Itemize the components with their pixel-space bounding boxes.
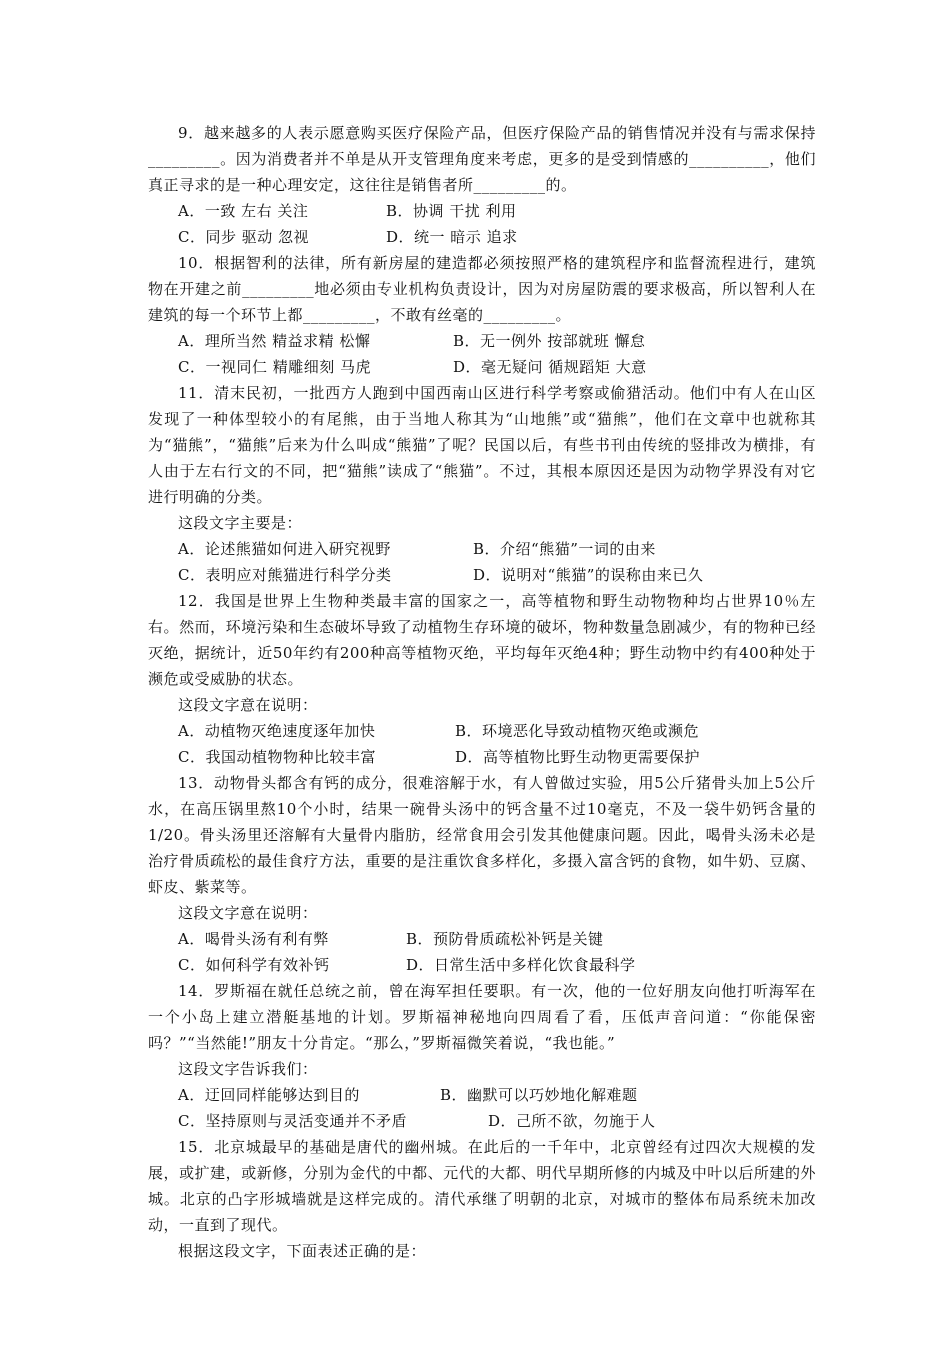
option-a: A．论述熊猫如何进入研究视野: [178, 540, 391, 558]
option-c: C．我国动植物物种比较丰富: [178, 748, 376, 766]
option-b: B．无一例外 按部就班 懈怠: [453, 332, 646, 350]
option-b: B．环境恶化导致动植物灭绝或濒危: [455, 722, 700, 740]
question-stem: 15．北京城最早的基础是唐代的幽州城。在此后的一千年中，北京曾经有过四次大规模的发展，或扩建，或新修，分别为金代的中都、元代的大都、明代早期所修的内城及中叶以后所建的外城。北京的凸字形城墙就是这样完成的。清代承继了明朝的北京，对城市的整体布局系统未加改动，一直到了现代。: [148, 1138, 816, 1234]
option-d: D．毫无疑问 循规蹈矩 大意: [453, 358, 647, 376]
option-d: D．统一 暗示 追求: [386, 228, 518, 246]
option-b: B．协调 干扰 利用: [386, 202, 517, 220]
question-stem: 12．我国是世界上生物种类最丰富的国家之一，高等植物和野生动物物种均占世界10％左右。然而，环境污染和生态破坏导致了动植物生存环境的破坏，物种数量急剧减少，有的物种已经灭绝，据统计，近50年约有200种高等植物灭绝，平均每年灭绝4种；野生动物中约有400种处于濒危或受威胁的状态。: [148, 592, 816, 688]
option-c: C．坚持原则与灵活变通并不矛盾: [178, 1112, 407, 1130]
question-prompt: 这段文字意在说明：: [178, 904, 318, 922]
option-b: B．预防骨质疏松补钙是关键: [406, 930, 604, 948]
question-prompt: 这段文字主要是：: [178, 514, 303, 532]
question-stem: 9．越来越多的人表示愿意购买医疗保险产品，但医疗保险产品的销售情况并没有与需求保持_________。因为消费者并不单是从开支管理角度来考虑，更多的是受到情感的__________，他们真正寻求的是一种心理安定，这往往是销售者所_________的。: [148, 124, 816, 194]
option-c: C．如何科学有效补钙: [178, 956, 330, 974]
question-14: [148, 978, 816, 1134]
question-prompt: 根据这段文字，下面表述正确的是：: [178, 1242, 427, 1260]
option-d: D．说明对“熊猫”的误称由来已久: [473, 566, 704, 584]
question-prompt: 这段文字告诉我们：: [178, 1060, 318, 1078]
option-a: A．一致 左右 关注: [178, 202, 309, 220]
question-15: [148, 1134, 816, 1264]
option-row: [148, 562, 816, 588]
question-12: [148, 588, 816, 770]
question-stem: 11．清末民初，一批西方人跑到中国西南山区进行科学考察或偷猎活动。他们中有人在山区发现了一种体型较小的有尾熊，由于当地人称其为“山地熊”或“猫熊”，他们在文章中也就称其为“猫熊”，“猫熊”后来为什么叫成“熊猫”了呢？民国以后，有些书刊由传统的竖排改为横排，有人由于左右行文的不同，把“猫熊”读成了“熊猫”。不过，其根本原因还是因为动物学界没有对它进行明确的分类。: [148, 384, 816, 506]
exam-page: [148, 120, 816, 1264]
option-c: C．表明应对熊猫进行科学分类: [178, 566, 392, 584]
option-row: [148, 354, 816, 380]
option-row: [148, 1082, 816, 1108]
option-row: [148, 1108, 816, 1134]
option-row: [148, 198, 816, 224]
option-row: [148, 718, 816, 744]
question-11: [148, 380, 816, 588]
option-a: A．动植物灭绝速度逐年加快: [178, 722, 376, 740]
option-row: [148, 952, 816, 978]
question-10: [148, 250, 816, 380]
option-a: A．理所当然 精益求精 松懈: [178, 332, 371, 350]
question-13: [148, 770, 816, 978]
option-row: [148, 926, 816, 952]
option-b: B．幽默可以巧妙地化解难题: [440, 1086, 638, 1104]
question-stem: 14．罗斯福在就任总统之前，曾在海军担任要职。有一次，他的一位好朋友向他打听海军在一个小岛上建立潜艇基地的计划。罗斯福神秘地向四周看了看，压低声音问道：“你能保密吗？”“当然能!”朋友十分肯定。“那么，”罗斯福微笑着说，“我也能。”: [148, 982, 816, 1052]
question-stem: 10．根据智利的法律，所有新房屋的建造都必须按照严格的建筑程序和监督流程进行，建筑物在开建之前_________地必须由专业机构负责设计，因为对房屋防震的要求极高，所以智利人在建筑的每一个环节上都_________，不敢有丝毫的_________。: [148, 254, 816, 324]
question-9: [148, 120, 816, 250]
option-row: [148, 744, 816, 770]
option-row: [148, 536, 816, 562]
option-row: [148, 328, 816, 354]
option-c: C．一视同仁 精雕细刻 马虎: [178, 358, 372, 376]
option-d: D．己所不欲，勿施于人: [488, 1112, 656, 1130]
option-a: A．迂回同样能够达到目的: [178, 1086, 360, 1104]
option-row: [148, 224, 816, 250]
option-c: C．同步 驱动 忽视: [178, 228, 310, 246]
question-stem: 13．动物骨头都含有钙的成分，很难溶解于水，有人曾做过实验，用5公斤猪骨头加上5公斤水，在高压锅里熬10个小时，结果一碗骨头汤中的钙含量不过10毫克，不及一袋牛奶钙含量的1/20。骨头汤里还溶解有大量骨内脂肪，经常食用会引发其他健康问题。因此，喝骨头汤未必是治疗骨质疏松的最佳食疗方法，重要的是注重饮食多样化，多摄入富含钙的食物，如牛奶、豆腐、虾皮、紫菜等。: [148, 774, 816, 896]
option-a: A．喝骨头汤有利有弊: [178, 930, 329, 948]
question-prompt: 这段文字意在说明：: [178, 696, 318, 714]
option-b: B．介绍“熊猫”一词的由来: [473, 540, 656, 558]
option-d: D．日常生活中多样化饮食最科学: [406, 956, 636, 974]
option-d: D．高等植物比野生动物更需要保护: [455, 748, 701, 766]
